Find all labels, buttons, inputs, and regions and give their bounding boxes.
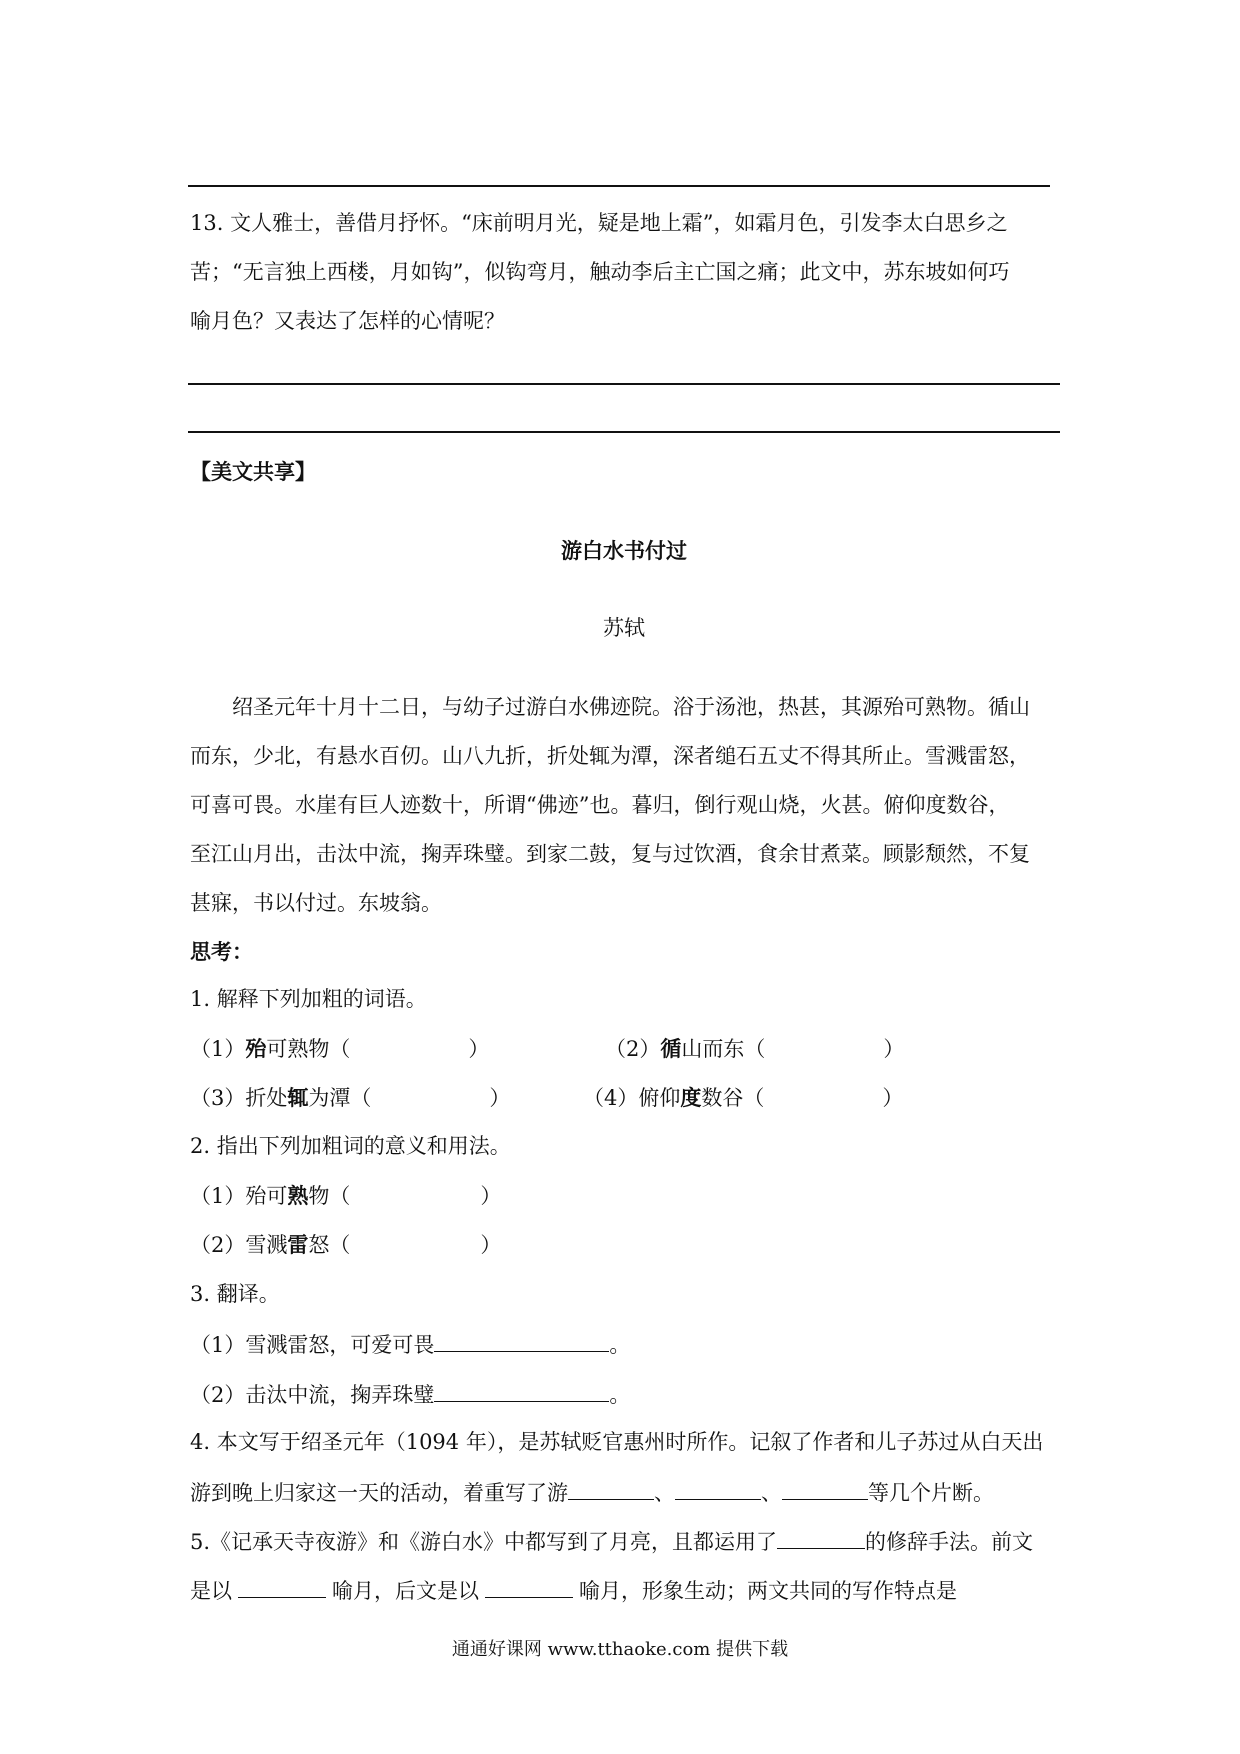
q2-item-2-close: ）: [480, 1233, 502, 1257]
q5-line-1-text: 5.《记承天寺夜游》和《游白水》中都写到了月亮，且都运用了: [190, 1530, 778, 1554]
q1-item-3-rest: 为潭（: [308, 1086, 372, 1110]
q1-item-1-close: ）: [468, 1037, 490, 1061]
q13-line-2: 苦；“无言独上西楼，月如钩”，似钩弯月，触动李后主亡国之痛；此文中，苏东坡如何巧: [190, 260, 1010, 284]
q1-item-2-close: ）: [883, 1037, 905, 1061]
q3-item-1-end: 。: [609, 1333, 631, 1357]
q1-item-3-close: ）: [489, 1086, 511, 1110]
q4-blank-1[interactable]: [568, 1481, 654, 1500]
poem-paragraph-line-1: 绍圣元年十月十二日，与幼子过游白水佛迹院。浴于汤池，热甚，其源殆可熟物。循山: [232, 695, 1030, 719]
q5-line-1-end: 的修辞手法。前文: [865, 1530, 1034, 1554]
q5-line-2-text-c: 喻月，形象生动；两文共同的写作特点是: [579, 1579, 957, 1603]
q13-line-1: 13. 文人雅士，善借月抒怀。“床前明月光，疑是地上霜”，如霜月色，引发李太白思乡之: [190, 211, 1008, 235]
q1-item-2-rest: 山而东（: [681, 1037, 766, 1061]
q2-item-2-bold-word: 雷: [287, 1232, 309, 1257]
q1-item-4-rest: 数谷（: [701, 1086, 765, 1110]
q1-item-1-prefix: （1）: [190, 1037, 246, 1061]
q3-item-2: [190, 1383, 630, 1406]
think-label: 思考：: [190, 939, 253, 964]
q5-line-2-text-a: 是以: [190, 1579, 232, 1603]
q5-line-2: [190, 1579, 957, 1602]
q1-stem: 1. 解释下列加粗的词语。: [190, 987, 427, 1011]
page-footer: 通通好课网 www.tthaoke.com 提供下载: [451, 1639, 789, 1660]
q5-blank-1[interactable]: [777, 1530, 865, 1549]
q2-item-1: [190, 1185, 501, 1207]
q3-item-1-text: （1）雪溅雷怒，可爱可畏: [190, 1333, 435, 1357]
q3-item-1: [190, 1333, 630, 1356]
q4-line-1: 4. 本文写于绍圣元年（1094 年），是苏轼贬官惠州时所作。记叙了作者和儿子苏过从白天出: [190, 1430, 1044, 1454]
q2-item-1-close: ）: [480, 1184, 502, 1208]
q2-item-2: [190, 1234, 501, 1256]
q2-item-1-rest: 物（: [308, 1184, 351, 1208]
q3-item-2-end: 。: [609, 1383, 631, 1407]
q1-item-4-prefix: （4）俯仰: [583, 1086, 681, 1110]
q13-line-3: 喻月色？又表达了怎样的心情呢？: [190, 309, 505, 333]
q5-line-1: [190, 1530, 1033, 1553]
section-header: 【美文共享】: [190, 459, 316, 484]
poem-paragraph-line-2: 而东，少北，有悬水百仞。山八九折，折处辄为潭，深者缒石五丈不得其所止。雪溅雷怒，: [190, 744, 1030, 768]
q1-item-1: [190, 1038, 489, 1060]
q4-line-2: [190, 1481, 994, 1504]
q3-item-1-blank[interactable]: [434, 1333, 609, 1352]
q1-item-1-bold-word: 殆: [245, 1036, 267, 1061]
poem-paragraph-line-3: 可喜可畏。水崖有巨人迹数十，所谓“佛迹”也。暮归，倒行观山烧，火甚。俯仰度数谷，: [190, 793, 1010, 817]
q2-item-1-bold-word: 熟: [287, 1183, 309, 1208]
q3-item-2-text: （2）击汰中流，掬弄珠璧: [190, 1383, 435, 1407]
poem-paragraph-line-5: 甚寐，书以付过。东坡翁。: [190, 891, 442, 915]
q2-stem: 2. 指出下列加粗词的意义和用法。: [190, 1134, 511, 1158]
answer-line-2: [188, 431, 1060, 433]
q1-item-3: [190, 1087, 510, 1109]
q2-item-2-prefix: （2）雪溅: [190, 1233, 288, 1257]
q2-item-2-rest: 怒（: [308, 1233, 351, 1257]
poem-paragraph-line-4: 至江山月出，击汰中流，掬弄珠璧。到家二鼓，复与过饮酒，食余甘煮菜。顾影颓然，不复: [190, 842, 1030, 866]
q1-item-3-bold-word: 辄: [287, 1085, 309, 1110]
q4-line-2-end: 等几个片断。: [868, 1481, 994, 1505]
q5-blank-2[interactable]: [238, 1579, 326, 1598]
q1-item-3-prefix: （3）折处: [190, 1086, 288, 1110]
q4-line-2-text: 游到晚上归家这一天的活动，着重写了游: [190, 1481, 568, 1505]
q1-item-4: [583, 1087, 903, 1109]
q5-line-2-text-b: 喻月，后文是以: [332, 1579, 479, 1603]
q1-item-4-bold-word: 度: [680, 1085, 702, 1110]
q2-item-1-prefix: （1）殆可: [190, 1184, 288, 1208]
q1-item-2: [605, 1038, 904, 1060]
poem-author: 苏轼: [603, 616, 645, 640]
q4-sep-1: 、: [654, 1481, 675, 1505]
answer-line-top: [188, 185, 1050, 187]
q1-item-1-rest: 可熟物（: [266, 1037, 351, 1061]
q1-item-2-prefix: （2）: [605, 1037, 661, 1061]
q3-stem: 3. 翻译。: [190, 1282, 280, 1306]
answer-line-1: [188, 383, 1060, 385]
q4-blank-3[interactable]: [782, 1481, 868, 1500]
q4-blank-2[interactable]: [675, 1481, 761, 1500]
q3-item-2-blank[interactable]: [434, 1383, 609, 1402]
poem-title: 游白水书付过: [561, 538, 687, 563]
q1-item-2-bold-word: 循: [660, 1036, 682, 1061]
q4-sep-2: 、: [761, 1481, 782, 1505]
q5-blank-3[interactable]: [485, 1579, 573, 1598]
q1-item-4-close: ）: [882, 1086, 904, 1110]
